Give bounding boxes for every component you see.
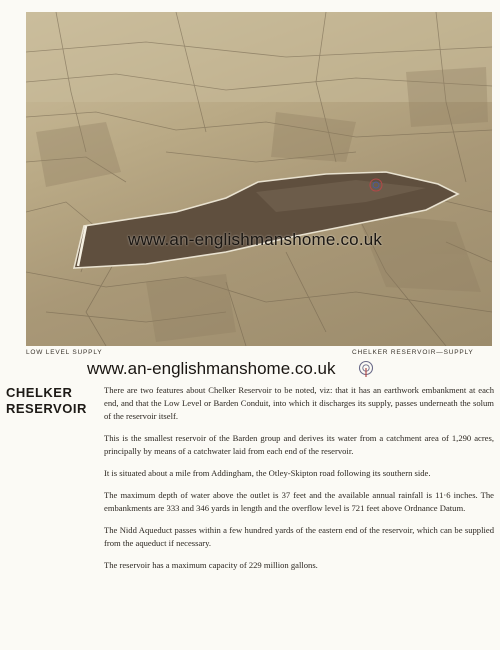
page-watermark: www.an-englishmanshome.co.uk: [87, 359, 336, 378]
paragraph: The reservoir has a maximum capacity of 229 million gallons.: [104, 560, 318, 570]
watermark-emblem-icon: [358, 360, 374, 378]
paragraph: It is situated about a mile from Addingham, the Otley-Skipton road following its southern side.: [104, 468, 431, 478]
section-heading-line2: RESERVOIR: [6, 401, 87, 416]
article-body: [104, 384, 494, 581]
paragraph: This is the smallest reservoir of the Barden group and derives its water from a catchment area of 1,290 acres, principally by means of a catchwater laid from each end of the reservoir.: [104, 433, 494, 456]
paragraph: There are two features about Chelker Reservoir to be noted, viz: that it has an earthwork embankment at each end, and that the Low Level or Barden Conduit, into which it discharges its supply, passes underneath the solum of the reservoir itself.: [104, 385, 494, 421]
section-heading: [6, 385, 102, 417]
watermark-emblem-icon: [368, 177, 384, 193]
photo-watermark: www.an-englishmanshome.co.uk: [128, 230, 383, 249]
photo-caption-right: CHELKER RESERVOIR—SUPPLY: [352, 349, 474, 356]
paragraph: The Nidd Aqueduct passes within a few hundred yards of the eastern end of the reservoir, which can be supplied from the aqueduct if necessary.: [104, 525, 494, 548]
section-heading-line1: CHELKER: [6, 385, 73, 400]
paragraph: The maximum depth of water above the outlet is 37 feet and the available annual rainfall is 11·6 inches. The embankments are 333 and 346 yards in length and the overflow level is 721 feet above Ordnance Datum.: [104, 490, 494, 513]
aerial-photo: [26, 12, 492, 346]
photo-caption-left: LOW LEVEL SUPPLY: [26, 349, 103, 356]
landscape-illustration: [26, 12, 492, 346]
